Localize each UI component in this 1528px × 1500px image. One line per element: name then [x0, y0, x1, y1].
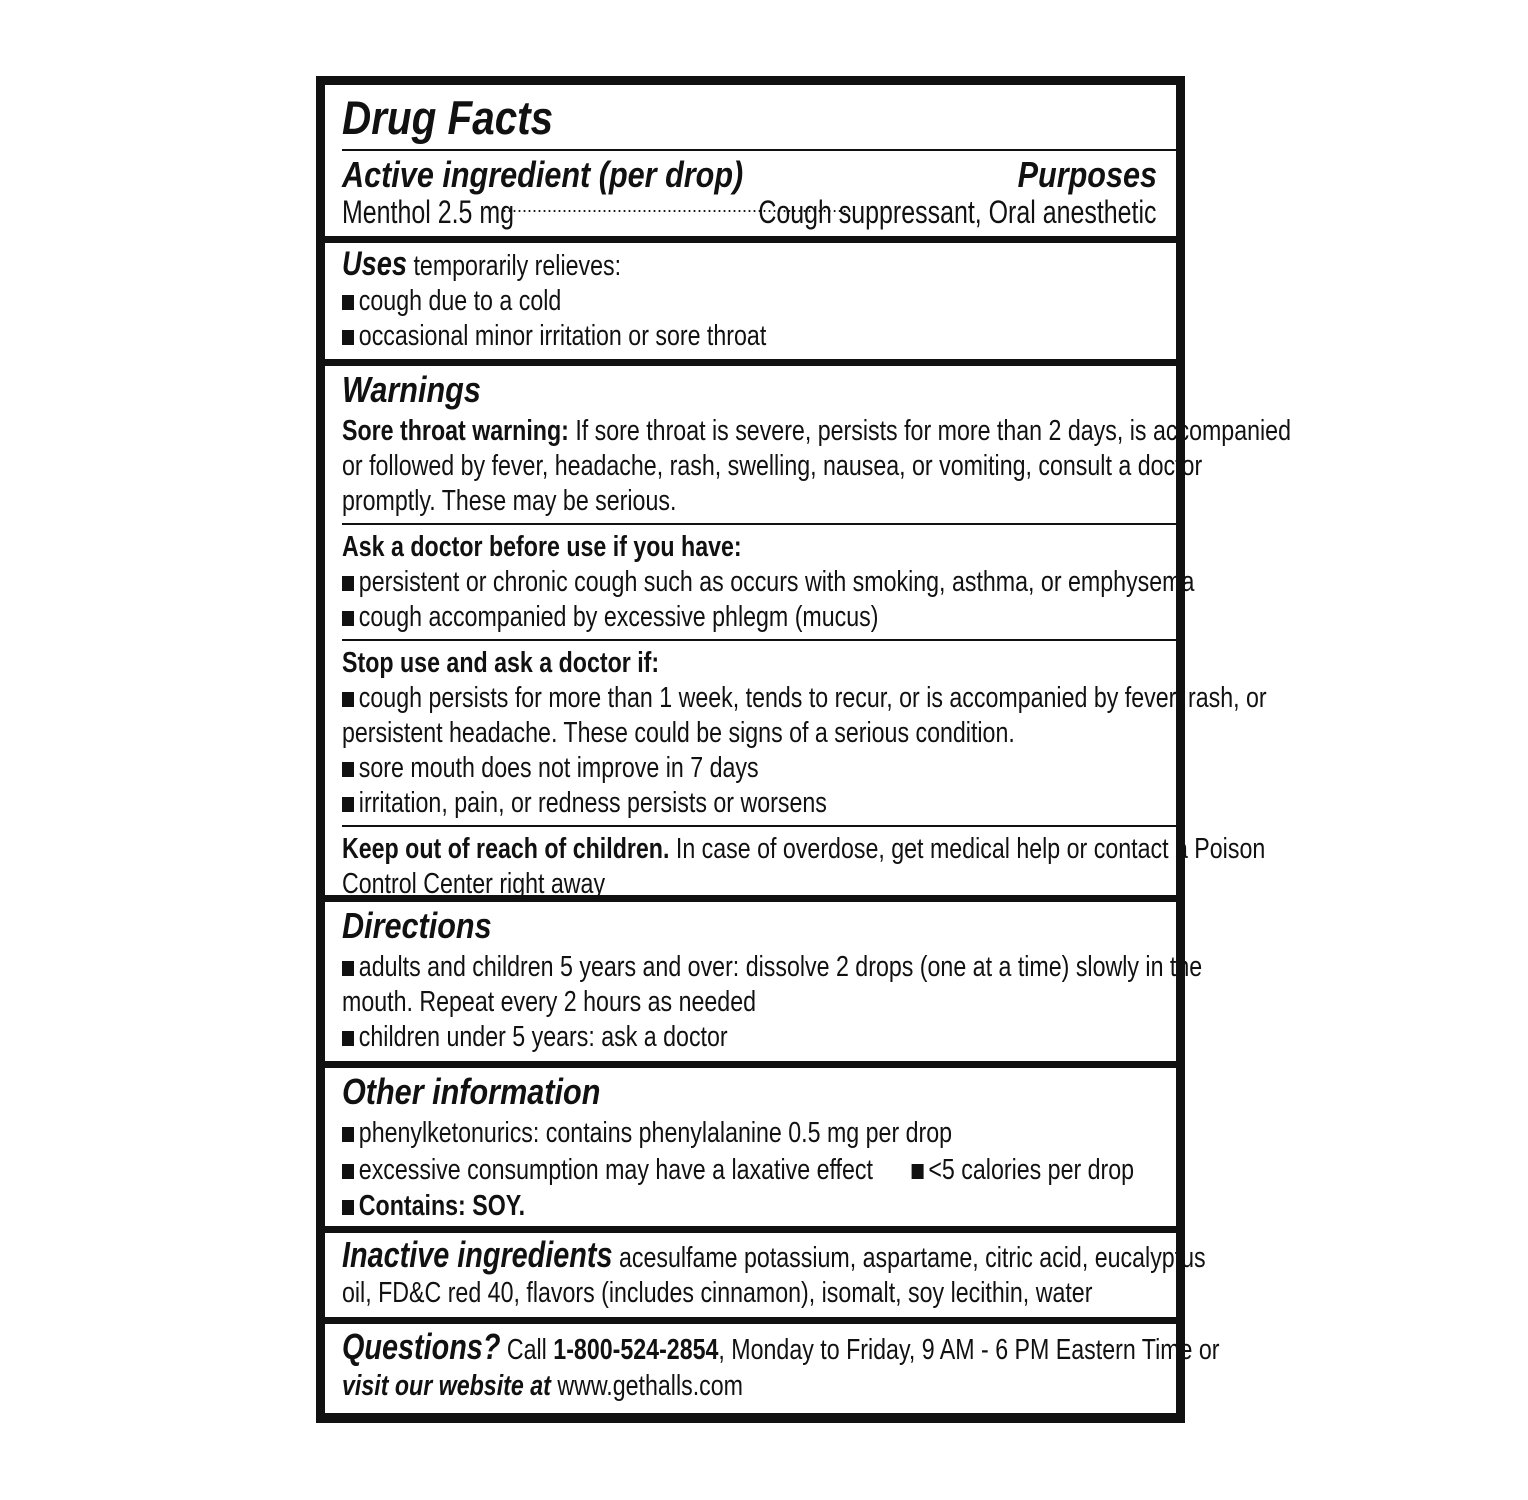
website: www.gethalls.com: [557, 1370, 743, 1402]
inactive-ingredients-heading: Inactive ingredients: [342, 1234, 613, 1275]
other-information-heading: Other information: [342, 1071, 601, 1112]
questions-panel: [325, 1324, 1220, 1413]
uses-heading: Uses: [342, 245, 408, 283]
inactive-ingredients-line: oil, FD&C red 40, flavors (includes cinnamon), isomalt, soy lecithin, water: [342, 1277, 1093, 1309]
sore-throat-warning-line: or followed by fever, headache, rash, swelling, nausea, or vomiting, consult a doctor: [342, 450, 1203, 482]
questions-line: Questions? Call 1-800-524-2854, Monday to Friday, 9 AM - 6 PM Eastern Time or: [342, 1326, 1220, 1367]
uses-panel: [325, 243, 1176, 359]
list-item-continuation: persistent headache. These could be signs of a serious condition.: [342, 717, 1015, 749]
phone-number: 1-800-524-2854: [553, 1334, 719, 1366]
bullet-icon: [912, 1164, 924, 1179]
ask-doctor-heading: Ask a doctor before use if you have:: [342, 531, 742, 563]
list-item: Contains: SOY.: [342, 1189, 1157, 1224]
list-item: excessive consumption may have a laxative effect <5 calories per drop: [342, 1151, 1157, 1189]
sore-throat-warning-line: promptly. These may be serious.: [342, 485, 677, 517]
bullet-icon: [342, 330, 354, 345]
list-item: occasional minor irritation or sore throat: [342, 319, 1157, 354]
drug-facts-label: [316, 76, 1291, 1423]
inactive-ingredients-panel: [325, 1233, 1206, 1317]
stop-use-heading: Stop use and ask a doctor if:: [342, 647, 660, 679]
title-divider: [342, 149, 1176, 151]
sore-throat-label: Sore throat warning:: [342, 415, 569, 447]
list-item: persistent or chronic cough such as occurs with smoking, asthma, or emphysema: [342, 565, 1157, 600]
bullet-icon: [342, 1127, 354, 1142]
list-item: adults and children 5 years and over: dissolve 2 drops (one at a time) slowly in the: [342, 950, 1157, 985]
keep-out-label: Keep out of reach of children.: [342, 833, 670, 865]
bullet-icon: [342, 295, 354, 310]
list-item: cough due to a cold: [342, 284, 1157, 319]
list-item: sore mouth does not improve in 7 days: [342, 751, 1157, 786]
bullet-icon: [342, 1164, 354, 1179]
list-item-continuation: mouth. Repeat every 2 hours as needed: [342, 986, 756, 1018]
uses-intro: temporarily relieves:: [413, 250, 622, 282]
section-divider: [342, 825, 1176, 827]
keep-out-warning: Keep out of reach of children. In case of overdose, get medical help or contact a Poison: [342, 833, 1266, 865]
drug-facts-title: Drug Facts: [342, 91, 554, 144]
directions-heading: Directions: [342, 905, 492, 946]
bullet-icon: [342, 611, 354, 626]
warnings-heading: Warnings: [342, 369, 481, 410]
active-ingredient-panel: [325, 85, 1176, 236]
directions-panel: [325, 902, 1203, 1061]
uses-heading-line: [342, 247, 1157, 284]
list-item: children under 5 years: ask a doctor: [342, 1020, 1157, 1055]
bullet-icon: [342, 692, 354, 707]
dot-leader: ......................................................................: [502, 196, 853, 216]
bullet-icon: [342, 1031, 354, 1046]
bullet-icon: [342, 576, 354, 591]
purposes-heading: Purposes: [1017, 154, 1157, 195]
section-divider: [342, 639, 1176, 641]
questions-line: visit our website at www.gethalls.com: [342, 1370, 743, 1402]
sore-throat-warning: Sore throat warning: If sore throat is severe, persists for more than 2 days, is accompanied: [342, 415, 1291, 447]
questions-heading: Questions?: [342, 1326, 501, 1367]
bullet-icon: [342, 762, 354, 777]
other-information-panel: [325, 1068, 1176, 1226]
warnings-panel: [325, 366, 1291, 900]
active-ingredient-row: [342, 195, 1157, 230]
list-item: irritation, pain, or redness persists or worsens: [342, 786, 1157, 821]
bullet-icon: [342, 961, 354, 976]
ingredient-purpose: Cough suppressant, Oral anesthetic: [758, 194, 1157, 230]
list-item: cough persists for more than 1 week, tends to recur, or is accompanied by fever, rash, or: [342, 681, 1157, 716]
keep-out-warning-line: Control Center right away: [342, 868, 606, 900]
bullet-icon: [342, 1200, 354, 1215]
inactive-ingredients-line: Inactive ingredients acesulfame potassium, aspartame, citric acid, eucalyptus: [342, 1234, 1206, 1275]
section-divider: [342, 523, 1176, 525]
list-item: cough accompanied by excessive phlegm (mucus): [342, 600, 1157, 635]
bullet-icon: [342, 797, 354, 812]
active-ingredient-heading: Active ingredient (per drop): [342, 154, 744, 195]
list-item: phenylketonurics: contains phenylalanine 0.5 mg per drop: [342, 1116, 1157, 1151]
ingredient-name: Menthol 2.5 mg: [342, 194, 515, 230]
